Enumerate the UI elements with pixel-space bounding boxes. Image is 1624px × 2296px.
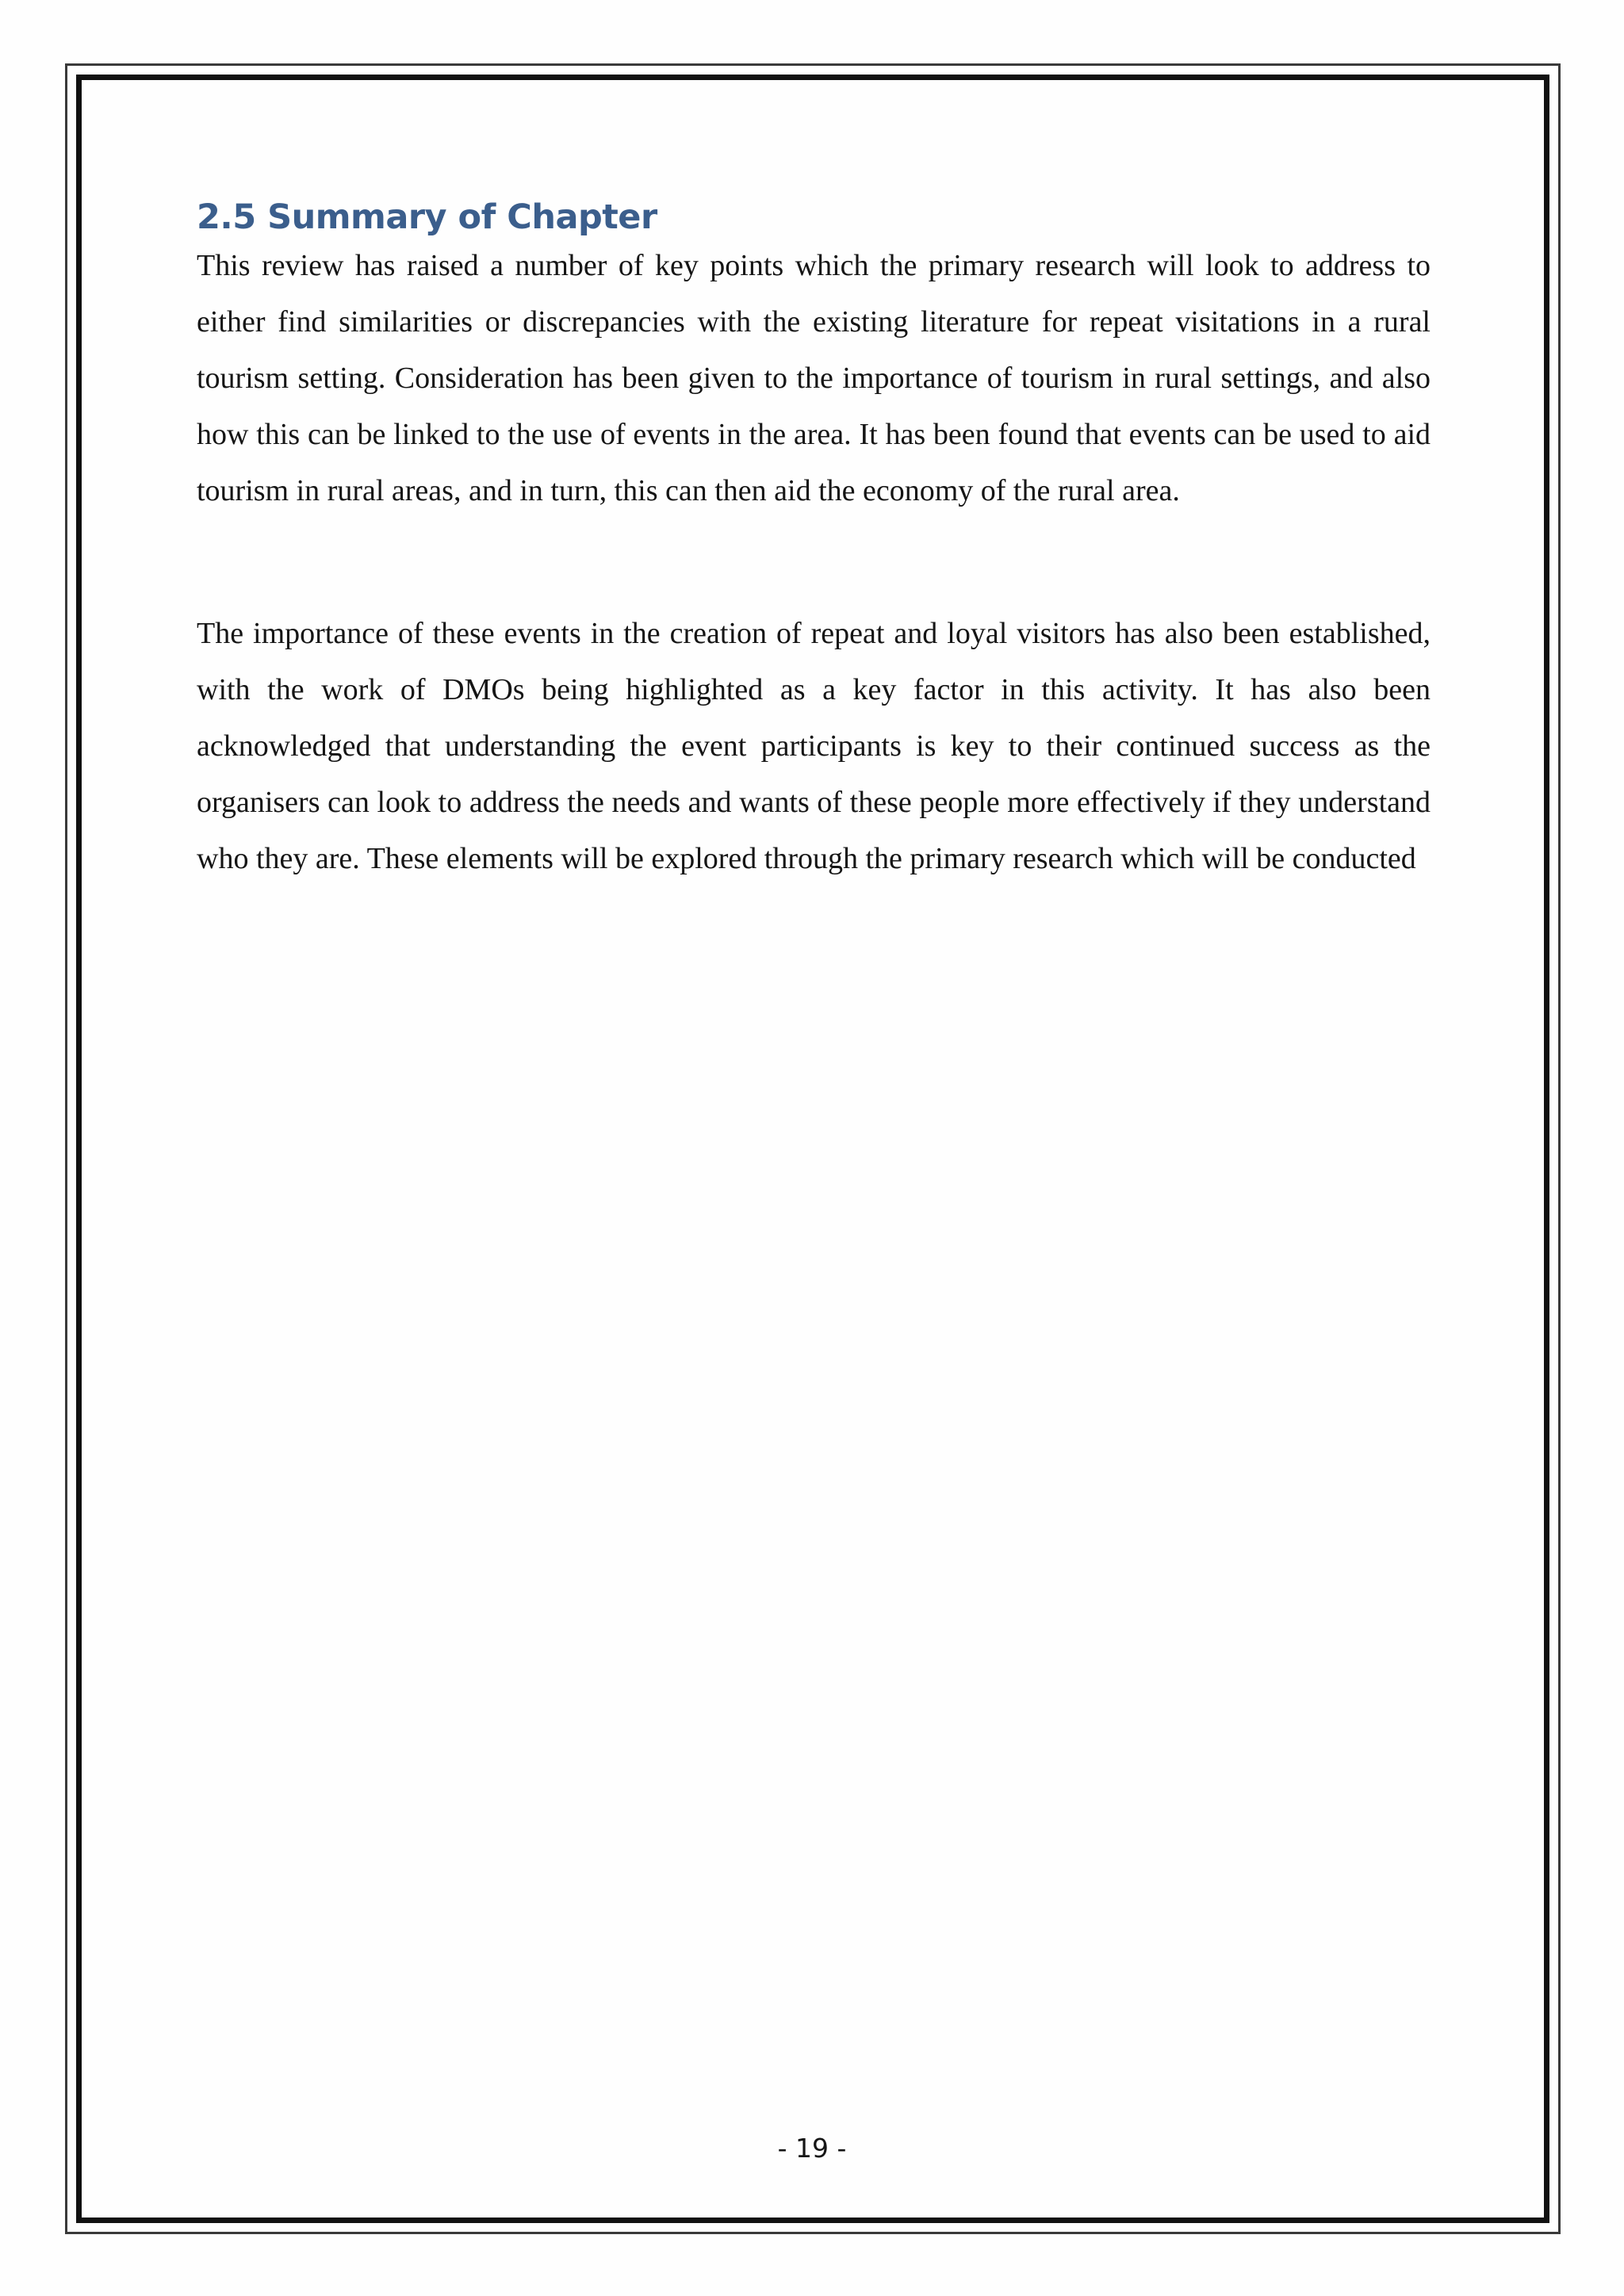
body-paragraph-1: This review has raised a number of key points which the primary research will look to address to either find similarities or discrepancies with the existing literature for repeat visitations in a rural tourism setting. Consideration has been given to the importance of tourism in rural settings, and also how this can be linked to the use of events in the area. It has been found that events can be used to aid tourism in rural areas, and in turn, this can then aid the economy of the rural area. (197, 249, 1431, 507)
page-number: - 19 - (777, 2133, 847, 2164)
body-paragraph-2: The importance of these events in the creation of repeat and loyal visitors has also been established, with the work of DMOs being highlighted as a key factor in this activity. It has also been acknowledged that understanding the event participants is key to their continued success as the organisers can look to address the needs and wants of these people more effectively if they understand who they are. These elements will be explored through the primary research which will be conducted (197, 617, 1431, 875)
section-heading: 2.5 Summary of Chapter (197, 197, 657, 237)
